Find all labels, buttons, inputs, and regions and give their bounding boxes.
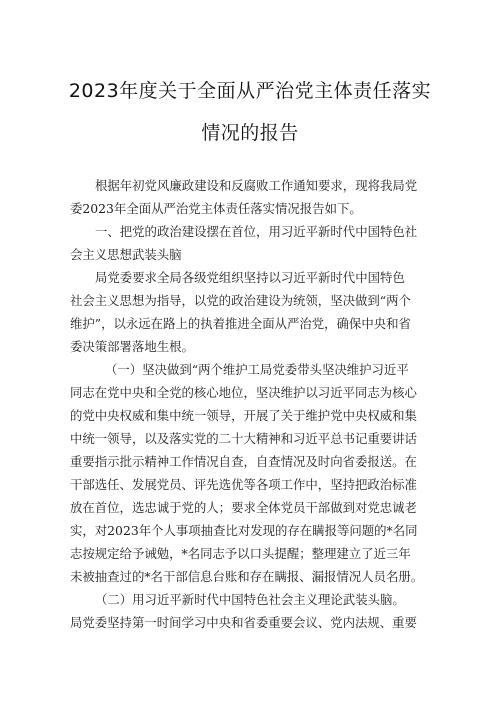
paragraph-line: 放在首位，选忠诚于党的人；要求全体党员干部做到对党忠诚老	[70, 500, 417, 515]
paragraph-line: 社会主义思想为指导，以党的政治建设为统领，坚决做到“两个	[70, 293, 411, 308]
paragraph-line: 志按规定给予诫勉，*名同志予以口头提醒；整理建立了近三年	[70, 546, 411, 561]
paragraph-line: 同志在党中央和全党的核心地位，坚决维护以习近平同志为核心	[70, 385, 417, 400]
paragraph-line: 委决策部署落地生根。	[70, 339, 194, 354]
subsection-line: （二）用习近平新时代中国特色社会主义理论武装头脑。	[95, 592, 405, 607]
document-title-line-1: 2023年度关于全面从严治党主体责任落实	[68, 80, 432, 102]
subsection-line: （一）坚决做到“两个维护工局党委带头坚决维护习近平	[105, 362, 409, 377]
document-title-line-2: 情况的报告	[201, 122, 299, 144]
paragraph-line: 中统一领导，以及落实党的二十大精神和习近平总书记重要讲话	[70, 431, 417, 446]
paragraph-line: 未被抽查过的*名干部信息台账和存在瞒报、漏报情况人员名册。	[70, 569, 424, 584]
section-heading-line: 会主义思想武装头脑	[70, 247, 182, 262]
paragraph-line: 维护”，以永远在路上的执着推进全面从严治党，确保中央和省	[70, 316, 411, 331]
paragraph-line: 局党委要求全局各级党组织坚持以习近平新时代中国特色	[95, 270, 405, 285]
section-heading-line: 一、把党的政治建设摆在首位，用习近平新时代中国特色社	[95, 224, 418, 239]
paragraph-line: 局党委坚持第一时间学习中央和省委重要会议、党内法规、重要	[70, 615, 417, 630]
paragraph-line: 委2023年全面从严治党主体责任落实情况报告如下。	[70, 201, 362, 216]
paragraph-line: 干部选任、发展党员、评先选优等各项工作中，坚持把政治标准	[70, 477, 417, 492]
paragraph-line: 实，对2023年个人事项抽查比对发现的存在瞒报等问题的*名同	[70, 523, 418, 538]
paragraph-line: 重要指示批示精神工作情况自查，自查情况及时向省委报送。在	[70, 454, 417, 469]
paragraph-line: 根据年初党风廉政建设和反腐败工作通知要求，现将我局党	[95, 178, 418, 193]
paragraph-line: 的党中央权威和集中统一领导，开展了关于维护党中央权威和集	[70, 408, 417, 423]
